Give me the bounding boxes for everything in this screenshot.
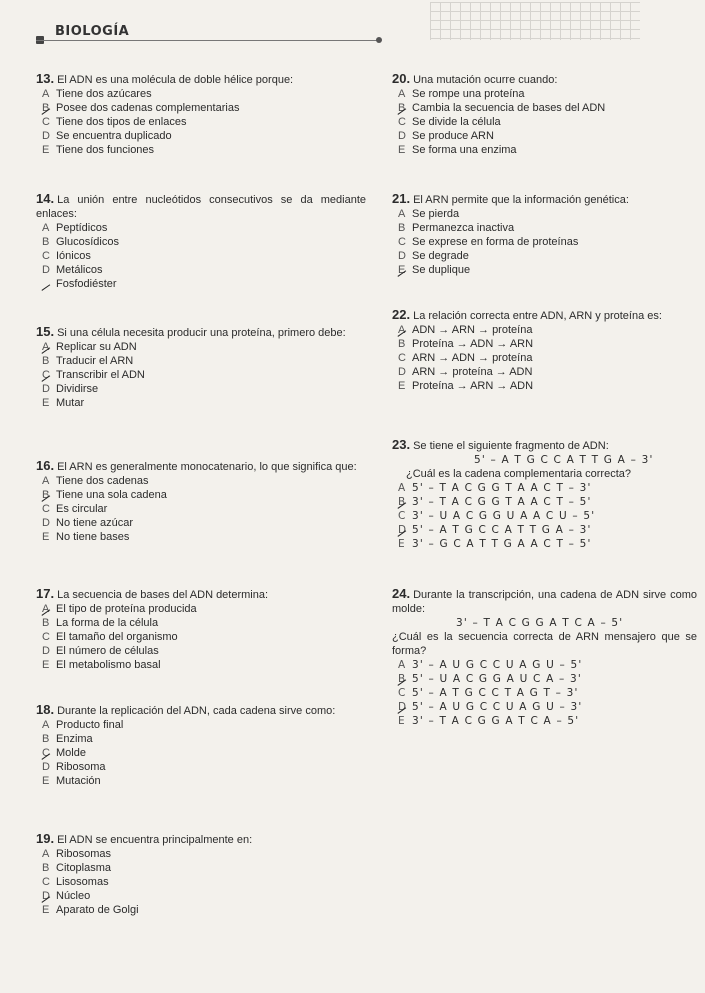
option-d[interactable]: D Se produce ARN — [398, 130, 494, 142]
question-stem: El ADN es una molécula de doble hélice porque: — [57, 74, 294, 86]
question-17: 17. La secuencia de bases del ADN determina: A El tipo de proteína producida B La forma de la célula C El tamaño del organismo D El número de células E El metabolismo basal — [36, 587, 366, 672]
option-c[interactable]: C Tiene dos tipos de enlaces — [42, 116, 187, 128]
option-c[interactable]: C ARN → ADN → proteína — [398, 352, 533, 364]
question-16: 16. El ARN es generalmente monocatenario, lo que significa que: A Tiene dos cadenas B Tiene una sola cadena C Es circular D No tiene azúcar E No tiene bases — [36, 459, 366, 544]
option-e[interactable]: E Mutación — [42, 775, 101, 787]
question-subprompt: ¿Cuál es la secuencia correcta de ARN mensajero que se forma? — [392, 631, 697, 657]
option-e[interactable]: Fosfodiéster — [36, 277, 366, 291]
option-a[interactable]: A Se rompe una proteína — [398, 88, 525, 100]
option-a[interactable]: A 3' – A U G C C U A G U – 5' — [398, 659, 583, 671]
option-e[interactable]: E Proteína → ARN → ADN — [398, 380, 534, 392]
question-22: 22. La relación correcta entre ADN, ARN y proteína es: A ADN → ARN → proteína B Proteína → ADN → ARN C ARN → ADN → proteína D ARN → proteína → ADN E Proteína → ARN → ADN — [392, 308, 697, 393]
option-a[interactable]: A 5' – T A C G G T A A C T – 3' — [398, 482, 592, 494]
option-b[interactable]: B Tiene una sola cadena — [36, 488, 366, 502]
question-18: 18. Durante la replicación del ADN, cada cadena sirve como: A Producto final B Enzima C Molde D Ribosoma E Mutación — [36, 703, 366, 788]
question-stem: El ARN permite que la información genética: — [413, 194, 629, 206]
option-b[interactable]: B Enzima — [42, 733, 93, 745]
option-e[interactable]: E Tiene dos funciones — [42, 144, 155, 156]
question-19: 19. El ADN se encuentra principalmente en: A Ribosomas B Citoplasma C Lisosomas D Núcleo E Aparato de Golgi — [36, 832, 366, 917]
option-a[interactable]: A Producto final — [42, 719, 124, 731]
option-a[interactable]: A Se pierda — [398, 208, 460, 220]
question-stem: La unión entre nucleótidos consecutivos se da mediante enlaces: — [36, 194, 366, 220]
option-c[interactable]: C Molde — [36, 746, 366, 760]
option-d[interactable]: D Se degrade — [398, 250, 469, 262]
option-d[interactable]: D Dividirse — [42, 383, 99, 395]
option-c[interactable]: C El tamaño del organismo — [42, 631, 178, 643]
option-b[interactable]: B Traducir el ARN — [42, 355, 134, 367]
option-c[interactable]: C Lisosomas — [42, 876, 109, 888]
option-e[interactable]: E 3' – T A C G G A T C A – 5' — [398, 715, 580, 727]
question-number: 13. — [36, 71, 55, 86]
option-c[interactable]: C Se divide la célula — [398, 116, 501, 128]
option-b[interactable]: B La forma de la célula — [42, 617, 159, 629]
question-13 — [36, 72, 366, 157]
option-a[interactable]: A ADN → ARN → proteína — [392, 323, 697, 337]
option-a[interactable]: A Ribosomas — [42, 848, 112, 860]
option-e[interactable]: E El metabolismo basal — [42, 659, 161, 671]
option-b[interactable]: B Glucosídicos — [42, 236, 119, 248]
question-stem: El ADN se encuentra principalmente en: — [57, 834, 253, 846]
option-d[interactable]: D Se encuentra duplicado — [42, 130, 172, 142]
option-c[interactable]: C Se exprese en forma de proteínas — [398, 236, 579, 248]
question-stem: La relación correcta entre ADN, ARN y proteína es: — [413, 310, 662, 322]
option-d[interactable]: D 5' – A T G C C A T T G A – 3' — [392, 523, 697, 537]
question-23: 23. Se tiene el siguiente fragmento de ADN: 5' – A T G C C A T T G A – 3' ¿Cuál es la cadena complementaria correcta? A 5' – T A C G G T A A C T – 3' B 3' – T A C G G T A A C T – 5' C 3' – U A C G G U A A C U – 5' D 5' – A T G C C A T T G A – 3' E 3' – G C A T T G A A C T – 5' — [392, 438, 697, 551]
option-e[interactable]: E Mutar — [42, 397, 85, 409]
question-stem: Si una célula necesita producir una proteína, primero debe: — [57, 327, 346, 339]
option-a[interactable]: A Peptídicos — [42, 222, 108, 234]
dna-template: 3' – T A C G G A T C A – 5' — [456, 617, 624, 629]
option-b[interactable]: B Proteína → ADN → ARN — [398, 338, 534, 350]
grid-decoration — [430, 2, 640, 40]
option-b[interactable]: B Posee dos cadenas complementarias — [36, 101, 366, 115]
option-c[interactable]: C 5' – A T G C C T A G T – 3' — [398, 687, 579, 699]
option-e[interactable]: E 3' – G C A T T G A A C T – 5' — [398, 538, 592, 550]
question-stem: Durante la replicación del ADN, cada cadena sirve como: — [57, 705, 336, 717]
question-20: 20. Una mutación ocurre cuando: A Se rompe una proteína B Cambia la secuencia de bases del ADN C Se divide la célula D Se produce ARN E Se forma una enzima — [392, 72, 697, 157]
option-e[interactable]: E Se duplique — [392, 263, 697, 277]
question-24: 24. Durante la transcripción, una cadena de ADN sirve como molde: 3' – T A C G G A T C A – 5' ¿Cuál es la secuencia correcta de ARN mensajero que se forma? A 3' – A U G C C U A G U – 5' B 5' – U A C G G A U C A – 3' C 5' – A T G C C T A G T – 3' D 5' – A U G C C U A G U – 3' E 3' – T A C G G A T C A – 5' — [392, 586, 697, 727]
option-d[interactable]: D El número de células — [42, 645, 159, 657]
question-21: 21. El ARN permite que la información genética: A Se pierda B Permanezca inactiva C Se exprese en forma de proteínas D Se degrade E Se duplique — [392, 192, 697, 277]
option-d[interactable]: D 5' – A U G C C U A G U – 3' — [392, 700, 697, 714]
option-b[interactable]: B 5' – U A C G G A U C A – 3' — [392, 672, 697, 686]
page-title: BIOLOGÍA — [55, 24, 130, 39]
question-15: 15. Si una célula necesita producir una proteína, primero debe: A Replicar su ADN B Traducir el ARN C Transcribir el ADN D Dividirse E Mutar — [36, 325, 366, 410]
option-e[interactable]: E Aparato de Golgi — [42, 904, 139, 916]
option-c[interactable]: C 3' – U A C G G U A A C U – 5' — [398, 510, 596, 522]
option-d[interactable]: D No tiene azúcar — [42, 517, 134, 529]
question-stem: Durante la transcripción, una cadena de ADN sirve como molde: — [392, 589, 697, 615]
option-c[interactable]: C Iónicos — [42, 250, 91, 262]
option-e[interactable]: E Se forma una enzima — [398, 144, 517, 156]
option-b[interactable]: B Cambia la secuencia de bases del ADN — [392, 101, 697, 115]
option-a[interactable]: A Tiene dos azúcares — [42, 88, 152, 100]
option-b[interactable]: B Permanezca inactiva — [398, 222, 515, 234]
header-rule-end-dot — [376, 37, 382, 43]
option-d[interactable]: D Núcleo — [36, 889, 366, 903]
question-14: 14. La unión entre nucleótidos consecutivos se da mediante enlaces: A Peptídicos B Glucosídicos C Iónicos D Metálicos Fosfodiéster — [36, 191, 366, 290]
option-b[interactable]: B 3' – T A C G G T A A C T – 5' — [392, 495, 697, 509]
question-stem: La secuencia de bases del ADN determina: — [57, 589, 269, 601]
question-stem: Se tiene el siguiente fragmento de ADN: — [413, 440, 609, 452]
option-a[interactable]: A El tipo de proteína producida — [36, 602, 366, 616]
option-c[interactable]: C Es circular — [42, 503, 108, 515]
option-a[interactable]: A Replicar su ADN — [36, 340, 366, 354]
option-d[interactable]: D ARN → proteína → ADN — [398, 366, 533, 378]
option-c[interactable]: C Transcribir el ADN — [36, 368, 366, 382]
dna-fragment: 5' – A T G C C A T T G A – 3' — [474, 454, 654, 466]
option-a[interactable]: A Tiene dos cadenas — [42, 475, 149, 487]
question-stem: Una mutación ocurre cuando: — [413, 74, 558, 86]
option-d[interactable]: D Ribosoma — [42, 761, 106, 773]
header-rule — [36, 40, 380, 41]
question-subprompt: ¿Cuál es la cadena complementaria correcta? — [406, 468, 632, 480]
option-d[interactable]: D Metálicos — [42, 264, 103, 276]
option-b[interactable]: B Citoplasma — [42, 862, 112, 874]
option-e[interactable]: E No tiene bases — [42, 531, 130, 543]
question-stem: El ARN es generalmente monocatenario, lo que significa que: — [57, 461, 357, 473]
